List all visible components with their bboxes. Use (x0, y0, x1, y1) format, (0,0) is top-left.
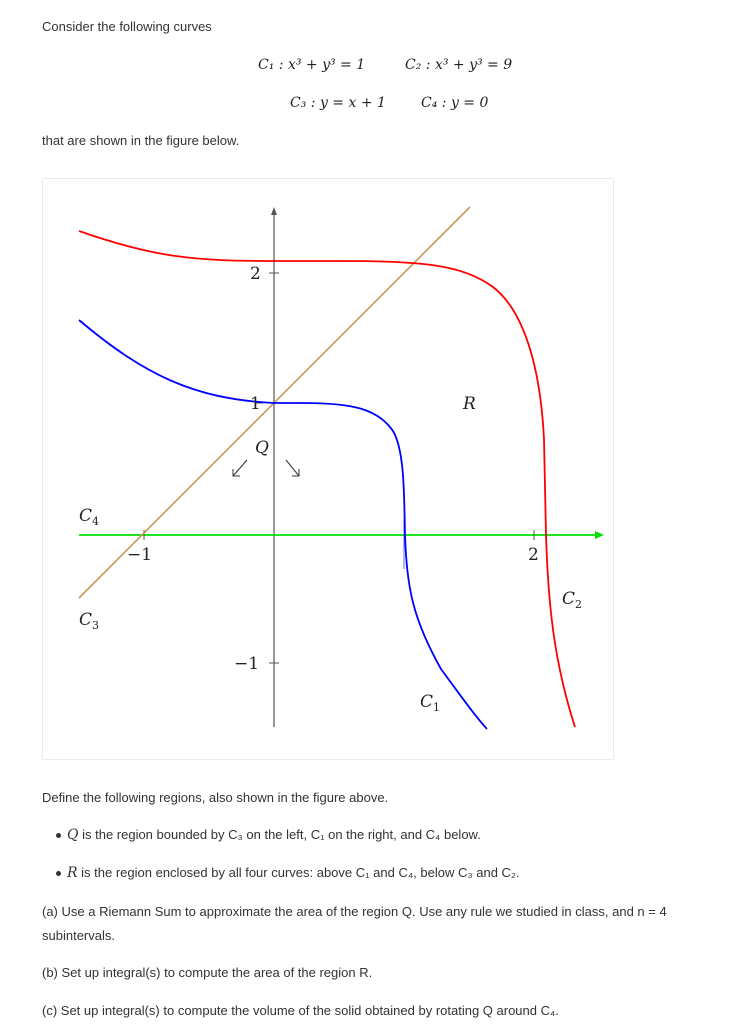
part-b: (b) Set up integral(s) to compute the area of the region R. (42, 965, 373, 980)
curve-c1 (79, 320, 487, 729)
label-region-q: Q (255, 438, 269, 458)
equation-c4: C₄ : y = 0 (421, 95, 489, 111)
tick-label-y2: 2 (250, 264, 261, 284)
bullet-dot-r (56, 871, 61, 876)
part-a-line2: subintervals. (42, 928, 115, 943)
label-c3: $C_3$ (79, 610, 100, 632)
tick-label-ym1: −1 (234, 654, 260, 674)
curve-c2 (79, 231, 575, 727)
part-a-line1: (a) Use a Riemann Sum to approximate the area of the region Q. Use any rule we studied in class, and n = 4 (42, 904, 667, 919)
bullet-r: R is the region enclosed by all four curves: above C₁ and C₄, below C₃ and C₂. (67, 865, 520, 881)
label-region-r: R (463, 394, 476, 414)
bullet-dot-q (56, 833, 61, 838)
curves-plot (43, 179, 613, 759)
define-text: Define the following regions, also shown in the figure above. (42, 790, 389, 805)
label-c2: $C_2$ (562, 589, 583, 611)
x-axis-arrow (595, 531, 604, 539)
part-c: (c) Set up integral(s) to compute the volume of the solid obtained by rotating Q around C₄. (42, 1003, 559, 1018)
bullet-q: Q is the region bounded by C₃ on the left, C₁ on the right, and C₄ below. (67, 827, 481, 843)
equation-c1: C₁ : x³ + y³ = 1 (258, 57, 366, 73)
equation-c2: C₂ : x³ + y³ = 9 (405, 57, 513, 73)
tick-label-xm1: −1 (127, 545, 153, 565)
label-c1: $C_1$ (420, 692, 441, 714)
curves-figure (42, 178, 614, 760)
y-axis-arrow (271, 207, 277, 215)
intro-text: Consider the following curves (42, 19, 212, 34)
tick-label-y1: 1 (250, 394, 261, 414)
q-arrow-right (286, 460, 299, 476)
q-arrow-left (233, 460, 247, 476)
tick-label-x2: 2 (528, 545, 539, 565)
label-c4: $C_4$ (79, 506, 100, 528)
shown-text: that are shown in the figure below. (42, 133, 240, 148)
equation-c3: C₃ : y = x + 1 (290, 95, 386, 111)
